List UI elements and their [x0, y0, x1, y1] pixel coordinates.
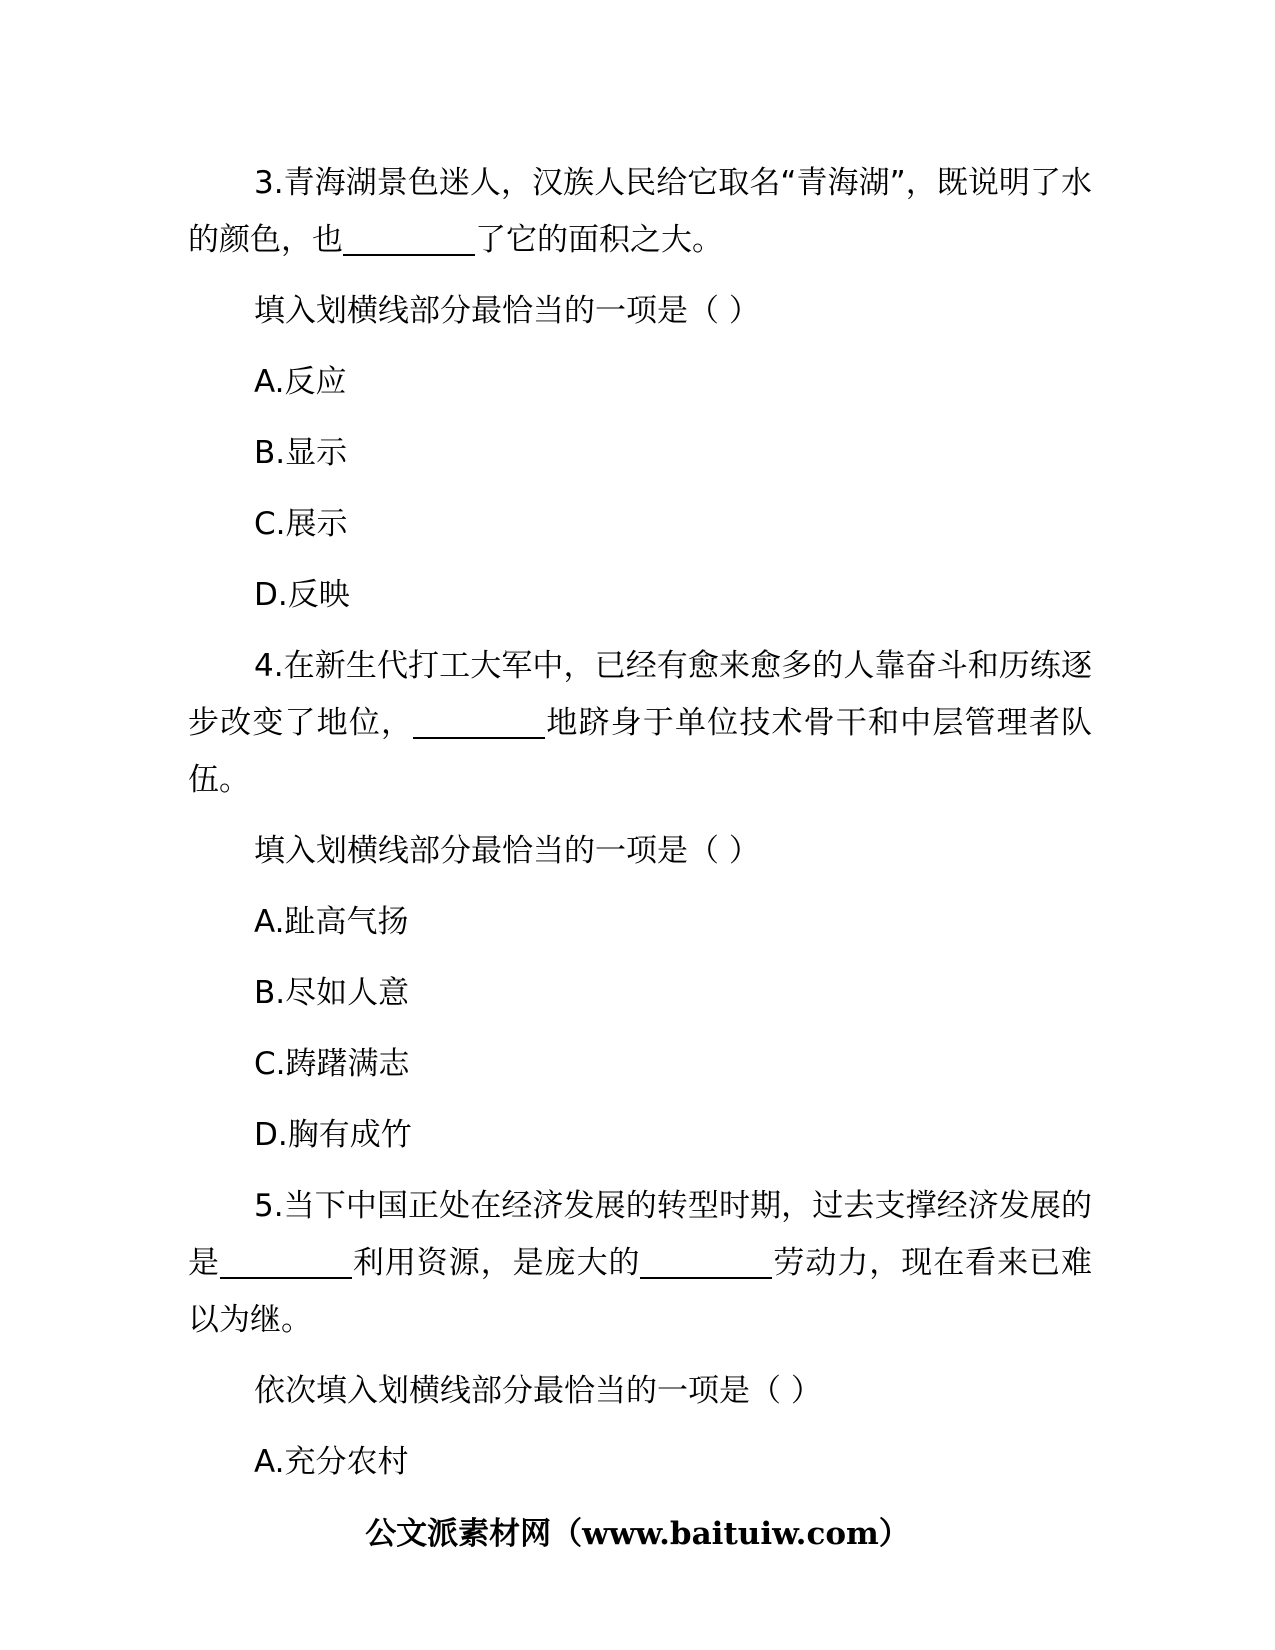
question-4-stem [188, 638, 1092, 809]
question-5-stem [188, 1178, 1092, 1349]
question-4-blank [413, 706, 545, 739]
question-3-option-d: D.反映 [254, 577, 350, 613]
question-4-option-c: C.踌躇满志 [254, 1046, 410, 1082]
question-3-stem [188, 155, 1092, 269]
question-5-stem-part-2: 利用资源，是庞大的 [351, 1245, 641, 1281]
question-3-option-b: B.显示 [254, 435, 348, 471]
question-3-option-a: A.反应 [254, 364, 347, 400]
question-3-stem-part-2: 了它的面积之大。 [475, 222, 723, 258]
question-3-prompt: 填入划横线部分最恰当的一项是（ ） [254, 293, 760, 329]
question-4-prompt: 填入划横线部分最恰当的一项是（ ） [254, 833, 760, 869]
page-footer: 公文派素材网（www.baituiw.com） [365, 1516, 910, 1552]
question-5-stem-part-1: 5.当下中国正处在经济发展的转型时期，过去支撑经济发展的是 [188, 1188, 1092, 1281]
question-5-stem-part-3: 劳动力，现在看来已难以为继。 [188, 1245, 1093, 1338]
question-4-option-b: B.尽如人意 [254, 975, 410, 1011]
question-4-stem-part-1: 4.在新生代打工大军中，已经有愈来愈多的人靠奋斗和历练逐步改变了地位， [188, 648, 1092, 741]
question-4-option-d: D.胸有成竹 [254, 1117, 412, 1153]
question-4-option-a: A.趾高气扬 [254, 904, 409, 940]
question-3-option-c: C.展示 [254, 506, 348, 542]
question-3-blank [343, 223, 475, 256]
question-4-stem-part-2: 地跻身于单位技术骨干和中层管理者队伍。 [188, 705, 1093, 798]
question-5-blank-1 [220, 1246, 352, 1279]
question-5-blank-2 [640, 1246, 772, 1279]
question-5-prompt: 依次填入划横线部分最恰当的一项是（ ） [254, 1373, 822, 1409]
question-3-stem-part-1: 3.青海湖景色迷人，汉族人民给它取名“青海湖”，既说明了水的颜色，也 [188, 165, 1092, 258]
question-5-option-a: A.充分农村 [254, 1444, 409, 1480]
document-body [188, 155, 1092, 1505]
